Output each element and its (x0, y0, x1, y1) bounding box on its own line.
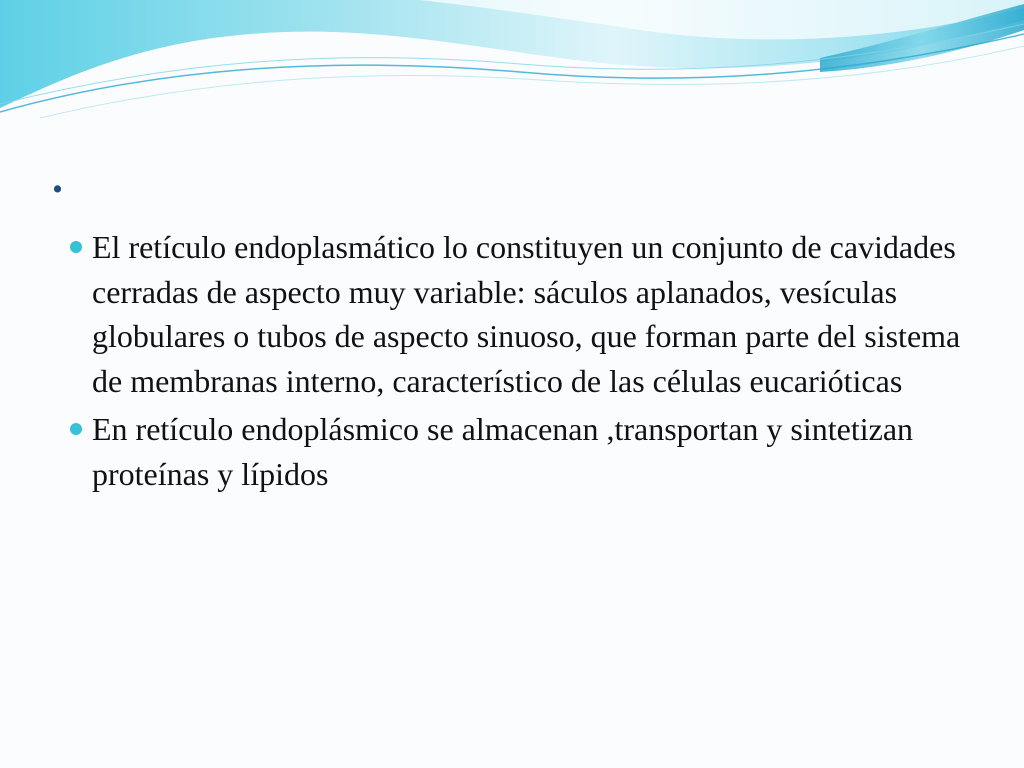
wave-header-decoration (0, 0, 1024, 120)
bullet-dot-icon (70, 241, 82, 253)
bullet-dot-icon (70, 423, 82, 435)
list-item (64, 407, 964, 496)
bullet-text: El retículo endoplasmático lo constituyen un conjunto de cavidades cerradas de aspecto muy variable: sáculos aplanados, vesículas globulares o tubos de aspecto sinuoso, que forman parte del sistema de membranas interno, característico de las células eucarióticas (92, 229, 961, 399)
list-item (64, 225, 964, 403)
bullet-list (64, 225, 964, 500)
bullet-text: En retículo endoplásmico se almacenan ,transportan y sintetizan proteínas y lípidos (92, 411, 914, 492)
slide-title: . (52, 153, 63, 202)
